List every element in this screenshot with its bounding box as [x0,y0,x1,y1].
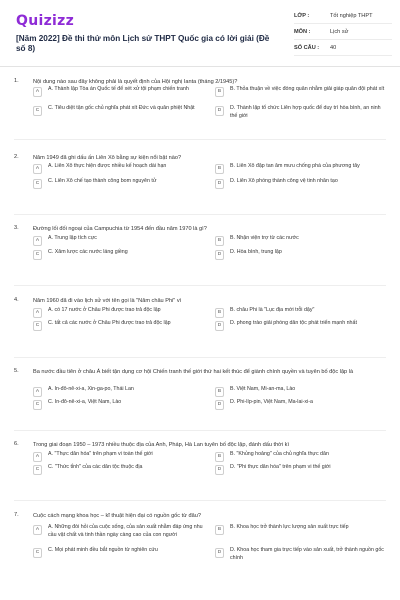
option-text: A. "Thực dân hóa" trên phạm vi toàn thế giới [48,451,153,457]
option-text: B. Việt Nam, Mi-an-ma, Lào [230,386,296,392]
meta-key: SỐ CÂU : [294,44,320,51]
option-a[interactable] [33,307,203,318]
meta-value: 40 [330,44,337,51]
option-letter-badge: C [33,179,42,189]
option-text: C. Xâm lược các nước láng giềng [48,249,128,255]
option-text: C. Mọi phát minh đều bắt nguồn từ nghiên cứu [48,547,158,553]
option-text: A. Liên Xô thực hiện được nhiều kế hoạch dài hạn [48,163,167,169]
option-a[interactable] [33,163,203,174]
question-separator [14,285,386,286]
option-letter-badge: C [33,250,42,260]
meta-key: LỚP : [294,12,310,19]
option-letter-badge: A [33,525,42,535]
question-separator [14,139,386,140]
option-letter-badge: C [33,400,42,410]
option-text: B. Khoa học trở thành lực lượng sản xuất trực tiếp [230,524,349,530]
question-text: Đường lối đối ngoại của Campuchia từ 1954 đến đầu năm 1970 là gì? [33,226,207,232]
option-letter-badge: B [215,387,224,397]
option-d[interactable] [215,399,385,410]
option-d[interactable] [215,320,385,331]
option-text: A. In-đô-nê-xi-a, Xin-ga-po, Thái Lan [48,386,134,392]
option-text: C. tất cả các nước ở Châu Phi được trao trả độc lập [48,320,171,326]
option-a[interactable] [33,86,203,97]
option-letter-badge: B [215,236,224,246]
option-text: D. Phi-líp-pin, Việt Nam, Ma-lai-xi-a [230,399,313,405]
option-c[interactable] [33,249,203,260]
meta-value: Tốt nghiệp THPT [330,12,373,19]
option-letter-badge: A [33,387,42,397]
option-letter-badge: B [215,164,224,174]
question-text: Ba nước đầu tiên ở châu Á biết tận dụng cơ hội Chiến tranh thế giới thứ hai kết thúc để giành chính quyền và tuyên bố độc lập là [33,369,354,375]
meta-value: Lịch sử [330,28,349,35]
question-separator [14,357,386,358]
question-number: 3. [14,225,19,231]
option-letter-badge: D [215,321,224,331]
option-text: D. Liên Xô phóng thành công vệ tinh nhân tạo [230,178,338,184]
option-text: A. Thành lập Tòa án Quốc tế để xét xử tội phạm chiến tranh [48,86,189,92]
question-separator [14,500,386,501]
option-text: D. Khoa học tham gia trực tiếp vào sản xuất, trở thành nguồn gốc chính [230,547,384,561]
option-text: B. "Khủng hoảng" của chủ nghĩa thực dân [230,451,329,457]
question-number: 4. [14,297,19,303]
option-letter-badge: D [215,548,224,558]
option-letter-badge: B [215,308,224,318]
option-letter-badge: B [215,525,224,535]
option-a[interactable] [33,524,203,539]
option-c[interactable] [33,547,203,558]
option-b[interactable] [215,451,385,462]
meta-key: MÔN : [294,28,311,35]
option-text: D. Thành lập tổ chức Liên hợp quốc để duy trì hòa bình, an ninh thế giới [230,105,381,119]
option-b[interactable] [215,386,385,397]
option-text: C. In-đô-nê-xi-a, Việt Nam, Lào [48,399,122,405]
option-c[interactable] [33,399,203,410]
worksheet-meta [294,8,392,56]
option-a[interactable] [33,451,203,462]
meta-row-count [294,40,392,56]
option-c[interactable] [33,320,203,331]
option-text: A. Những đòi hỏi của cuộc sống, của sản xuất nhằm đáp ứng nhu cầu vật chất và tinh thần ngày càng cao của con người [48,524,203,538]
option-d[interactable] [215,464,385,475]
option-text: D. phong trào giải phóng dân tộc phát triển mạnh nhất [230,320,357,326]
option-text: B. Nhận viện trợ từ các nước [230,235,299,241]
option-letter-badge: C [33,548,42,558]
question-number: 5. [14,368,19,374]
question-number: 7. [14,512,19,518]
option-b[interactable] [215,163,385,174]
worksheet-title: [Năm 2022] Đề thi thử môn Lịch sử THPT Quốc gia có lời giải (Đề số 8) [16,34,270,53]
option-letter-badge: D [215,106,224,116]
option-letter-badge: D [215,179,224,189]
option-text: D. Hòa bình, trung lập [230,249,282,255]
question-text: Cuộc cách mạng khoa học – kĩ thuật hiện đại có nguồn gốc từ đâu? [33,513,201,519]
option-letter-badge: B [215,452,224,462]
option-letter-badge: A [33,308,42,318]
option-text: C. Tiêu diệt tận gốc chủ nghĩa phát xít Đức và quân phiệt Nhật [48,105,195,111]
option-d[interactable] [215,178,385,189]
option-text: B. Liên Xô đập tan âm mưu chống phá của phương tây [230,163,360,169]
option-b[interactable] [215,307,385,318]
question-text: Trong giai đoạn 1950 – 1973 nhiều thuộc địa của Anh, Pháp, Hà Lan tuyên bố độc lập, đánh dấu thời kì [33,442,289,448]
question-separator [14,214,386,215]
question-number: 2. [14,154,19,160]
option-letter-badge: D [215,465,224,475]
option-text: A. có 17 nước ở Châu Phi được trao trả độc lập [48,307,161,313]
question-separator [14,430,386,431]
option-a[interactable] [33,235,203,246]
option-letter-badge: C [33,465,42,475]
option-a[interactable] [33,386,203,397]
meta-row-class [294,8,392,24]
question-number: 6. [14,441,19,447]
option-letter-badge: A [33,236,42,246]
question-text: Năm 1960 đã đi vào lịch sử với tên gọi là "Năm châu Phi" vì [33,298,182,304]
question-text: Nội dung nào sau đây không phải là quyết định của Hội nghị Ianta (tháng 2/1945)? [33,79,238,85]
option-letter-badge: C [33,321,42,331]
worksheet-header [0,0,400,67]
option-c[interactable] [33,178,203,189]
option-text: D. "Phi thực dân hóa" trên phạm vi thế giới [230,464,331,470]
option-text: C. "Thức tỉnh" của các dân tộc thuộc địa [48,464,143,470]
option-b[interactable] [215,524,385,535]
option-text: A. Trung lập tích cực [48,235,97,241]
question-text: Năm 1949 đã ghi dấu ấn Liên Xô bằng sự kiện nổi bật nào? [33,155,182,161]
option-text: B. châu Phi là "Lục địa mới trỗi dậy" [230,307,315,313]
option-text: C. Liên Xô chế tạo thành công bom nguyên tử [48,178,157,184]
meta-row-subject [294,24,392,40]
option-d[interactable] [215,105,385,120]
option-c[interactable] [33,105,203,116]
option-b[interactable] [215,86,385,97]
option-letter-badge: A [33,452,42,462]
option-letter-badge: D [215,400,224,410]
question-number: 1. [14,78,19,84]
option-c[interactable] [33,464,203,475]
option-letter-badge: B [215,87,224,97]
option-letter-badge: A [33,87,42,97]
quizizz-logo[interactable]: Quizizz [16,13,75,29]
option-letter-badge: A [33,164,42,174]
option-b[interactable] [215,235,385,246]
option-letter-badge: C [33,106,42,116]
option-d[interactable] [215,249,385,260]
option-letter-badge: D [215,250,224,260]
option-text: B. Thỏa thuận về việc đóng quân nhằm giải giáp quân đội phát xít [230,86,385,92]
option-d[interactable] [215,547,385,562]
